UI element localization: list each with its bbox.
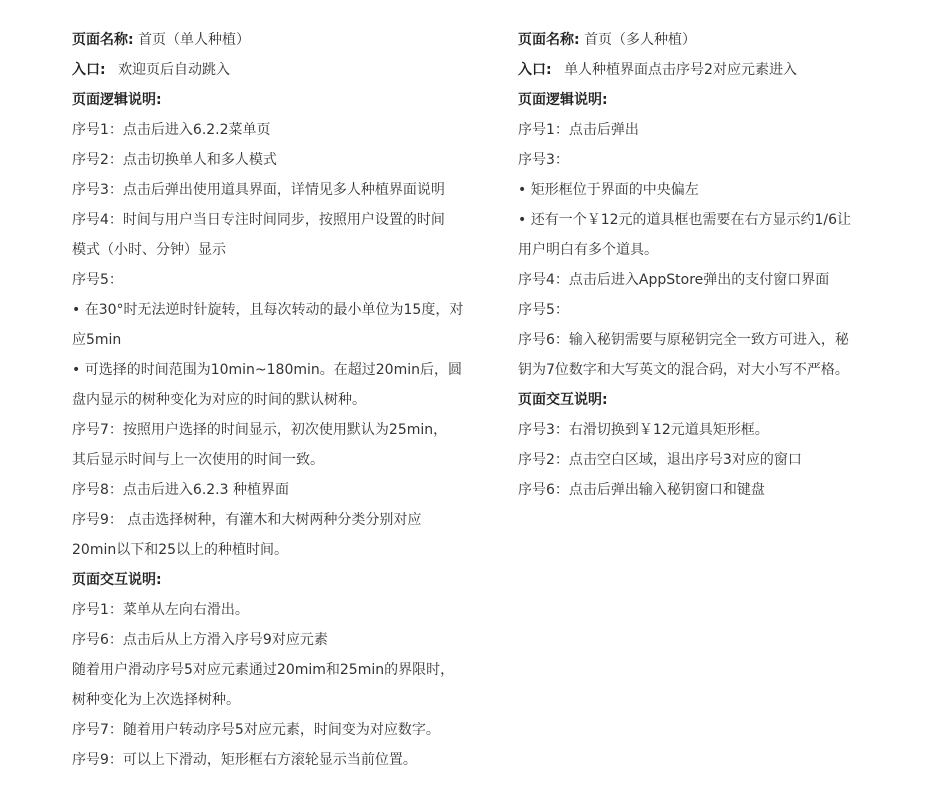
interaction-line: 序号2：点击空白区域，退出序号3对应的窗口 <box>518 452 802 468</box>
entry-value: 单人种植界面点击序号2对应元素进入 <box>564 62 797 78</box>
page-name-label: 页面名称: <box>72 32 134 48</box>
logic-line: 盘内显示的树种变化为对应的时间的默认树种。 <box>72 392 366 408</box>
logic-heading: 页面逻辑说明: <box>518 92 608 108</box>
interaction-line: 随着用户滑动序号5对应元素通过20mim和25min的界限时， <box>72 662 455 678</box>
logic-line: 序号3： <box>518 152 569 168</box>
logic-line: • 可选择的时间范围为10min~180min。在超过20min后，圆 <box>72 362 462 378</box>
logic-line: 序号3：点击后弹出使用道具界面，详情见多人种植界面说明 <box>72 182 445 198</box>
left-column <box>72 25 472 775</box>
logic-line: 模式（小时、分钟）显示 <box>72 242 226 258</box>
interaction-line: 序号7：随着用户转动序号5对应元素，时间变为对应数字。 <box>72 722 440 738</box>
interaction-line: 序号6：点击后从上方滑入序号9对应元素 <box>72 632 328 648</box>
logic-line: 序号1：点击后进入6.2.2菜单页 <box>72 122 271 138</box>
logic-line: • 还有一个￥12元的道具框也需要在右方显示约1/6让 <box>518 212 852 228</box>
logic-line: 钥为7位数字和大写英文的混合码，对大小写不严格。 <box>518 362 849 378</box>
interaction-line: 序号3：右滑切换到￥12元道具矩形框。 <box>518 422 769 438</box>
page-name-row <box>72 25 472 55</box>
logic-line: 序号7：按照用户选择的时间显示，初次使用默认为25min， <box>72 422 448 438</box>
entry-label: 入口: <box>72 62 106 78</box>
logic-line: 序号4：点击后进入AppStore弹出的支付窗口界面 <box>518 272 830 288</box>
logic-line: 用户明白有多个道具。 <box>518 242 658 258</box>
entry-value: 欢迎页后自动跳入 <box>118 62 231 78</box>
page-name-value: 首页（多人种植） <box>584 32 697 48</box>
logic-line: 20min以下和25以上的种植时间。 <box>72 542 289 558</box>
logic-heading: 页面逻辑说明: <box>72 92 162 108</box>
interaction-line: 序号9：可以上下滑动，矩形框右方滚轮显示当前位置。 <box>72 752 417 768</box>
logic-line: 序号9： 点击选择树种，有灌木和大树两种分类分别对应 <box>72 512 422 528</box>
entry-row <box>518 55 898 85</box>
interaction-line: 序号6：点击后弹出输入秘钥窗口和键盘 <box>518 482 765 498</box>
logic-line: • 在30°时无法逆时针旋转，且每次转动的最小单位为15度，对 <box>72 302 464 318</box>
logic-line: 其后显示时间与上一次使用的时间一致。 <box>72 452 324 468</box>
page-name-label: 页面名称: <box>518 32 580 48</box>
page-name-value: 首页（单人种植） <box>138 32 251 48</box>
interaction-line: 序号1：菜单从左向右滑出。 <box>72 602 249 618</box>
logic-line: 序号5： <box>72 272 123 288</box>
logic-line: 序号2：点击切换单人和多人模式 <box>72 152 277 168</box>
page-name-row <box>518 25 898 55</box>
interaction-heading: 页面交互说明: <box>518 392 608 408</box>
logic-line: • 矩形框位于界面的中央偏左 <box>518 182 699 198</box>
logic-line: 序号5： <box>518 302 569 318</box>
interaction-line: 树种变化为上次选择树种。 <box>72 692 240 708</box>
logic-line: 序号4：时间与用户当日专注时间同步，按照用户设置的时间 <box>72 212 445 228</box>
logic-line: 序号1：点击后弹出 <box>518 122 639 138</box>
right-column <box>518 25 898 505</box>
entry-label: 入口: <box>518 62 552 78</box>
logic-line: 应5min <box>72 332 122 348</box>
logic-line: 序号6：输入秘钥需要与原秘钥完全一致方可进入，秘 <box>518 332 849 348</box>
entry-row <box>72 55 472 85</box>
interaction-heading: 页面交互说明: <box>72 572 162 588</box>
logic-line: 序号8：点击后进入6.2.3 种植界面 <box>72 482 289 498</box>
